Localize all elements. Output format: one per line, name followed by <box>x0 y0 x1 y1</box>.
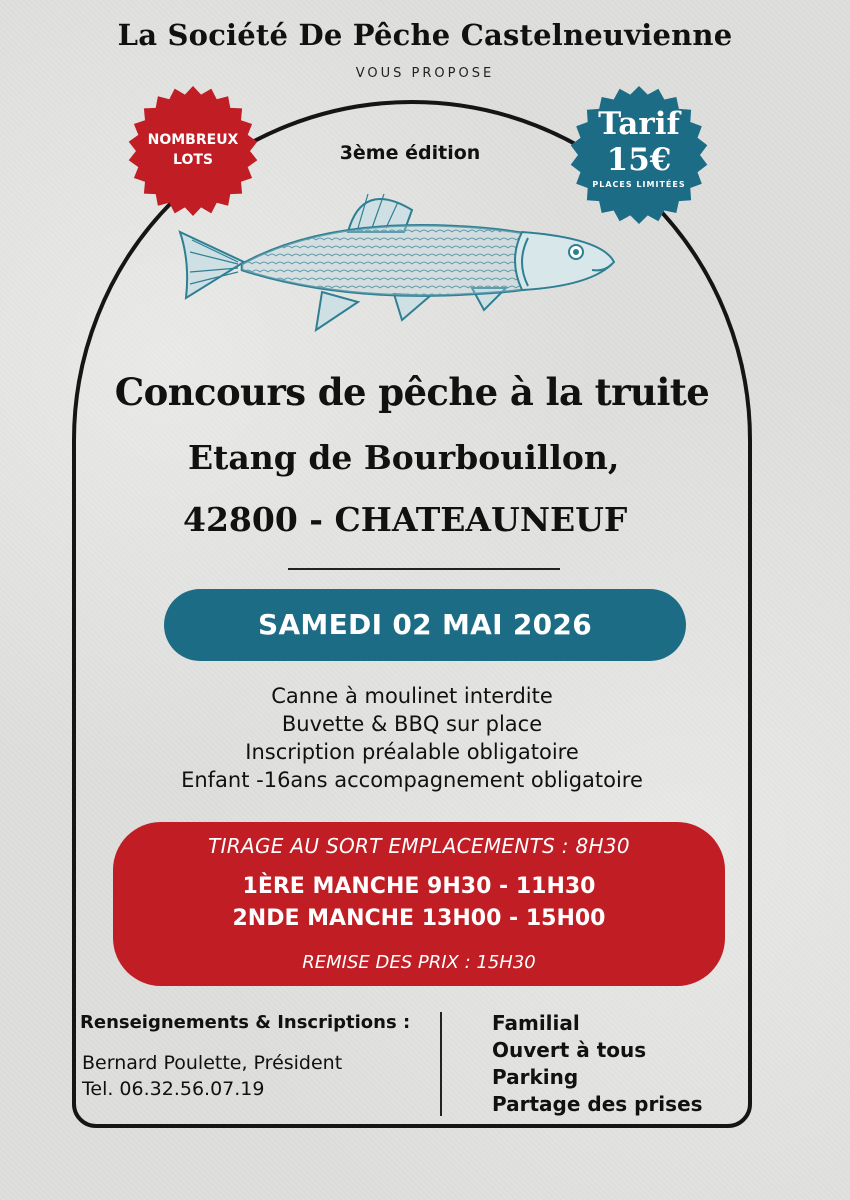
badge-lots-line1: NOMBREUX <box>147 132 239 148</box>
rule-item: Buvette & BBQ sur place <box>281 712 543 736</box>
fish-icon <box>172 180 622 340</box>
schedule-round1: 1ÈRE MANCHE 9H30 - 11H30 <box>242 874 596 899</box>
feature-item: Parking <box>492 1065 579 1089</box>
schedule-prizes: REMISE DES PRIX : 15H30 <box>302 952 536 973</box>
event-location-line1: Etang de Bourbouillon, <box>188 438 620 477</box>
feature-item: Familial <box>492 1011 580 1035</box>
edition-label: 3ème édition <box>339 142 481 164</box>
feature-item: Partage des prises <box>492 1092 703 1116</box>
rule-item: Canne à moulinet interdite <box>271 684 553 708</box>
footer-divider <box>440 1012 442 1116</box>
event-date-banner: SAMEDI 02 MAI 2026 <box>164 589 686 661</box>
badge-tarif-price: 15€ <box>606 142 672 178</box>
features-list <box>492 1010 703 1118</box>
schedule-round2: 2NDE MANCHE 13H00 - 15H00 <box>232 906 606 931</box>
organizer-subtitle: VOUS PROPOSE <box>355 66 495 81</box>
feature-item: Ouvert à tous <box>492 1038 647 1062</box>
rule-item: Inscription préalable obligatoire <box>245 740 579 764</box>
organizer-title: La Société De Pêche Castelneuvienne <box>117 18 733 52</box>
badge-lots-line2: LOTS <box>173 152 213 168</box>
contact-phone: Tel. 06.32.56.07.19 <box>82 1078 265 1100</box>
section-divider <box>288 568 560 570</box>
rules-list <box>72 682 752 794</box>
event-headline: Concours de pêche à la truite <box>114 370 710 414</box>
schedule-box <box>113 822 725 986</box>
badge-tarif-note: PLACES LIMITÉES <box>592 180 686 189</box>
badge-tarif-label: Tarif <box>598 106 680 142</box>
schedule-draw: TIRAGE AU SORT EMPLACEMENTS : 8H30 <box>208 834 630 858</box>
contact-heading: Renseignements & Inscriptions : <box>80 1012 411 1033</box>
event-location-line2: 42800 - CHATEAUNEUF <box>183 500 628 539</box>
contact-name: Bernard Poulette, Président <box>82 1052 343 1074</box>
rule-item: Enfant -16ans accompagnement obligatoire <box>181 768 643 792</box>
